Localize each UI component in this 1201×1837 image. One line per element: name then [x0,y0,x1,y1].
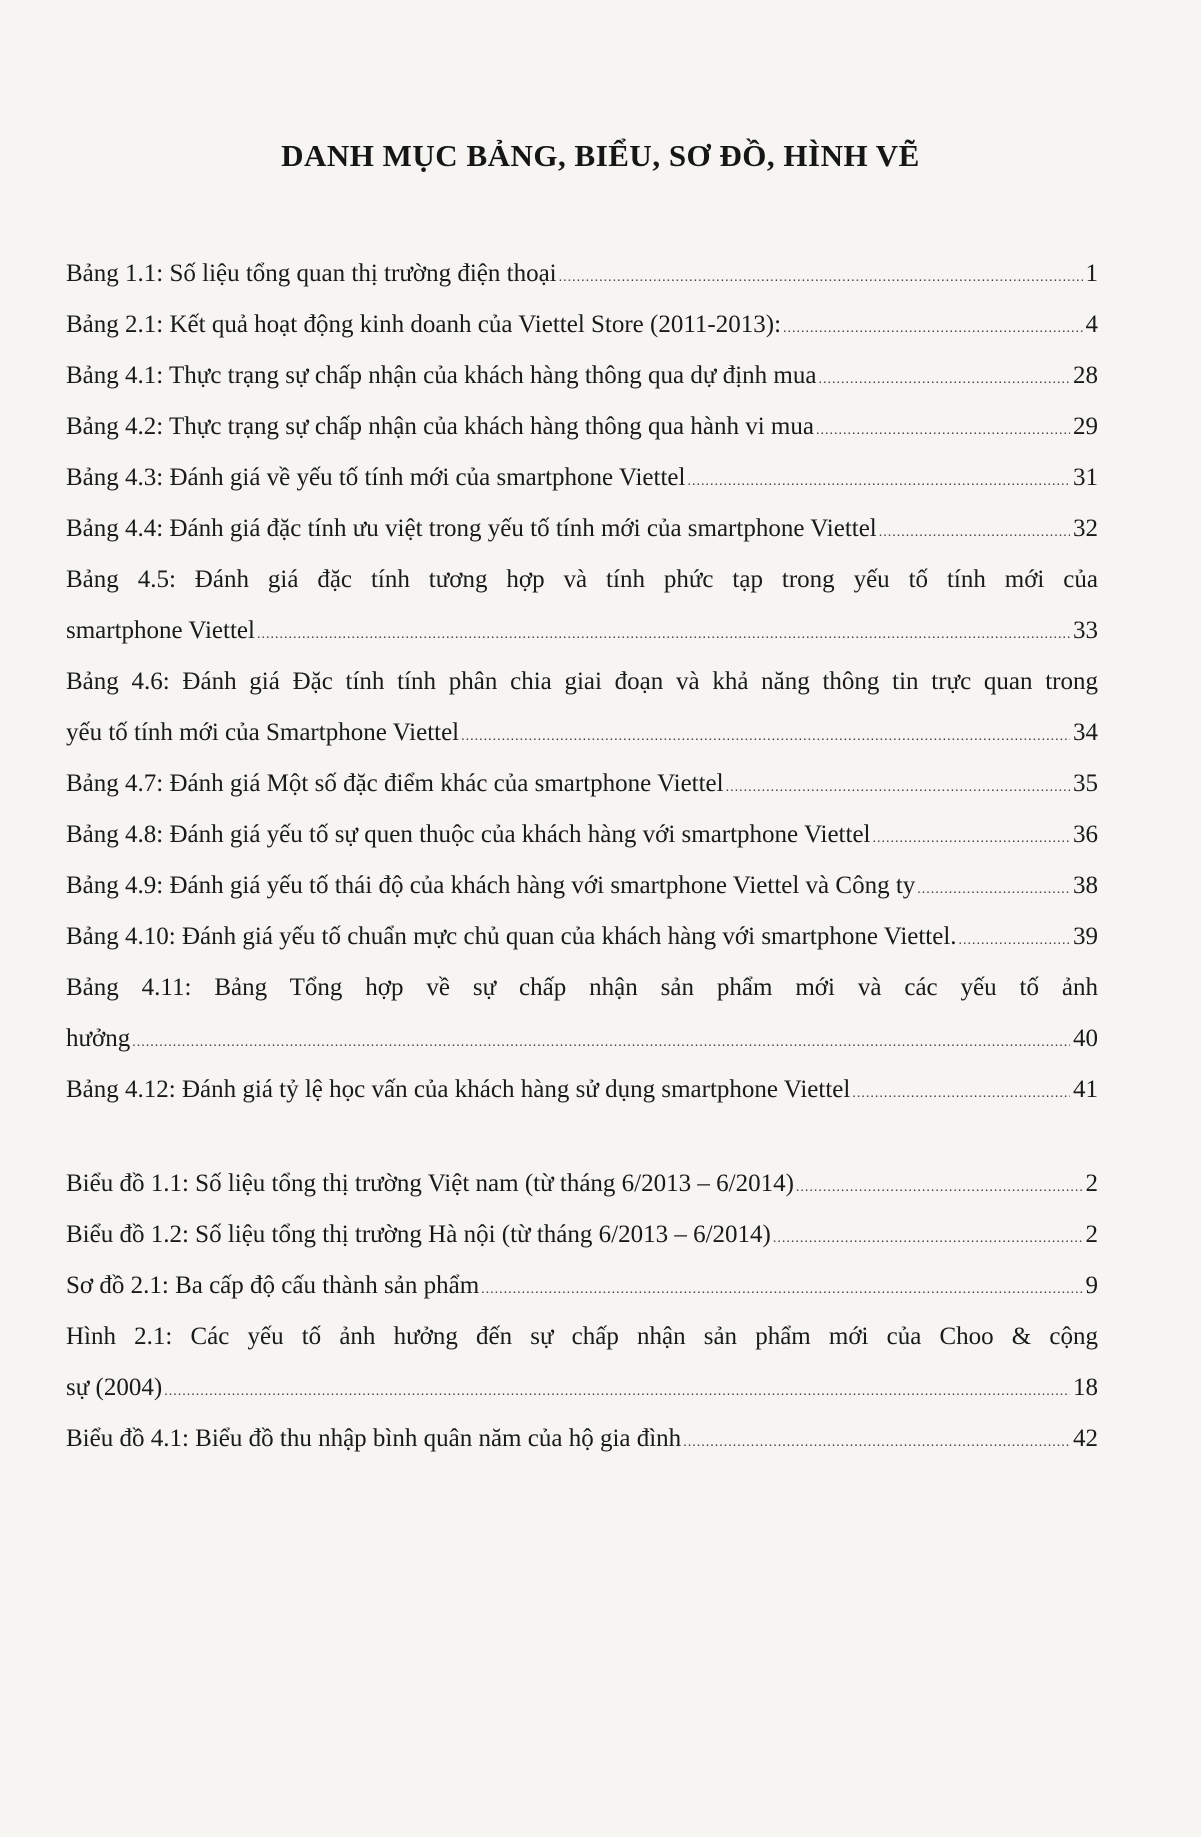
dot-leader [559,252,1083,303]
page-number: 9 [1085,1272,1098,1299]
entry-text: Bảng 4.10: Đánh giá yếu tố chuẩn mực chủ quan của khách hàng với smartphone Viettel. [66,923,957,950]
entry-text-line1: Hình 2.1: Các yếu tố ảnh hưởng đến sự chấp nhận sản phẩm mới của Choo & cộng [66,1323,1098,1350]
entry-text: yếu tố tính mới của Smartphone Viettel [66,719,460,746]
page-number: 36 [1073,821,1098,848]
dot-leader [132,1017,1070,1068]
page-number: 32 [1073,515,1098,542]
dot-leader [687,456,1070,507]
dot-leader [818,354,1070,405]
entry-text: Bảng 2.1: Kết quả hoạt động kinh doanh của Viettel Store (2011-2013): [66,311,782,338]
dot-leader [783,303,1082,354]
page-number: 35 [1073,770,1098,797]
page-number: 2 [1085,1170,1098,1197]
entry-text: Bảng 4.4: Đánh giá đặc tính ưu việt trong yếu tố tính mới của smartphone Viettel [66,515,877,542]
toc-entry-figure-2-1[interactable] [66,1311,1098,1413]
toc-entry-table-4-11[interactable] [66,962,1098,1064]
page-number: 38 [1073,872,1098,899]
entry-text: smartphone Viettel [66,617,255,644]
toc-entry-table-4-7[interactable] [66,758,1098,809]
toc-entry-table-1-1[interactable] [66,248,1098,299]
entry-text: Bảng 4.1: Thực trạng sự chấp nhận của khách hàng thông qua dự định mua [66,362,817,389]
entry-text: Bảng 1.1: Số liệu tổng quan thị trường điện thoại [66,260,557,287]
toc-entry-table-4-9[interactable] [66,860,1098,911]
page-number: 33 [1073,617,1098,644]
toc-entry-chart-1-2[interactable] [66,1209,1098,1260]
page-number: 39 [1073,923,1098,950]
dot-leader [959,915,1070,966]
dot-leader [872,813,1070,864]
entry-text-line1: Bảng 4.6: Đánh giá Đặc tính tính phân chia giai đoạn và khả năng thông tin trực quan trong [66,668,1098,695]
dot-leader [683,1417,1070,1468]
dot-leader [481,1264,1082,1315]
toc-entry-table-4-3[interactable] [66,452,1098,503]
entry-text: Bảng 4.9: Đánh giá yếu tố thái độ của khách hàng với smartphone Viettel và Công ty [66,872,916,899]
page-number: 18 [1073,1374,1098,1401]
toc-entry-table-2-1[interactable] [66,299,1098,350]
toc-entry-table-4-8[interactable] [66,809,1098,860]
figure-list [66,1158,1098,1464]
toc-entry-table-4-4[interactable] [66,503,1098,554]
toc-entry-table-4-12[interactable] [66,1064,1098,1115]
entry-text: Sơ đồ 2.1: Ba cấp độ cấu thành sản phẩm [66,1272,480,1299]
page-number: 28 [1073,362,1098,389]
entry-text: Biểu đồ 1.2: Số liệu tổng thị trường Hà nội (từ tháng 6/2013 – 6/2014) [66,1221,771,1248]
table-list [66,248,1098,1115]
dot-leader [852,1068,1070,1119]
page-number: 29 [1073,413,1098,440]
entry-text-line1: Bảng 4.11: Bảng Tổng hợp về sự chấp nhận sản phẩm mới và các yếu tố ảnh [66,974,1098,1001]
page-title: DANH MỤC BẢNG, BIỂU, SƠ ĐỒ, HÌNH VẼ [281,138,920,173]
entry-text: Bảng 4.12: Đánh giá tỷ lệ học vấn của khách hàng sử dụng smartphone Viettel [66,1076,851,1103]
entry-text: Bảng 4.2: Thực trạng sự chấp nhận của khách hàng thông qua hành vi mua [66,413,814,440]
entry-text: Biểu đồ 1.1: Số liệu tổng thị trường Việt nam (từ tháng 6/2013 – 6/2014) [66,1170,794,1197]
entry-text: hưởng [66,1025,131,1052]
toc-entry-table-4-6[interactable] [66,656,1098,758]
page-number: 4 [1085,311,1098,338]
dot-leader [796,1162,1083,1213]
dot-leader [917,864,1070,915]
dot-leader [773,1213,1083,1264]
entry-text: Biểu đồ 4.1: Biểu đồ thu nhập bình quân năm của hộ gia đình [66,1425,682,1452]
dot-leader [816,405,1070,456]
page-number: 31 [1073,464,1098,491]
dot-leader [461,711,1070,762]
entry-text: Bảng 4.7: Đánh giá Một số đặc điểm khác của smartphone Viettel [66,770,724,797]
toc-entry-table-4-1[interactable] [66,350,1098,401]
entry-text: Bảng 4.8: Đánh giá yếu tố sự quen thuộc của khách hàng với smartphone Viettel [66,821,871,848]
toc-entry-diagram-2-1[interactable] [66,1260,1098,1311]
page-number: 34 [1073,719,1098,746]
dot-leader [257,609,1070,660]
toc-entry-chart-4-1[interactable] [66,1413,1098,1464]
toc-entry-table-4-2[interactable] [66,401,1098,452]
dot-leader [164,1366,1070,1417]
page-number: 42 [1073,1425,1098,1452]
entry-text: sự (2004) [66,1374,163,1401]
toc-entry-table-4-5[interactable] [66,554,1098,656]
page-number: 41 [1073,1076,1098,1103]
toc-entry-chart-1-1[interactable] [66,1158,1098,1209]
dot-leader [726,762,1070,813]
toc-entry-table-4-10[interactable] [66,911,1098,962]
entry-text: Bảng 4.3: Đánh giá về yếu tố tính mới của smartphone Viettel [66,464,686,491]
page-number: 40 [1073,1025,1098,1052]
entry-text-line1: Bảng 4.5: Đánh giá đặc tính tương hợp và tính phức tạp trong yếu tố tính mới của [66,566,1098,593]
page-number: 2 [1085,1221,1098,1248]
dot-leader [879,507,1070,558]
page-number: 1 [1085,260,1098,287]
